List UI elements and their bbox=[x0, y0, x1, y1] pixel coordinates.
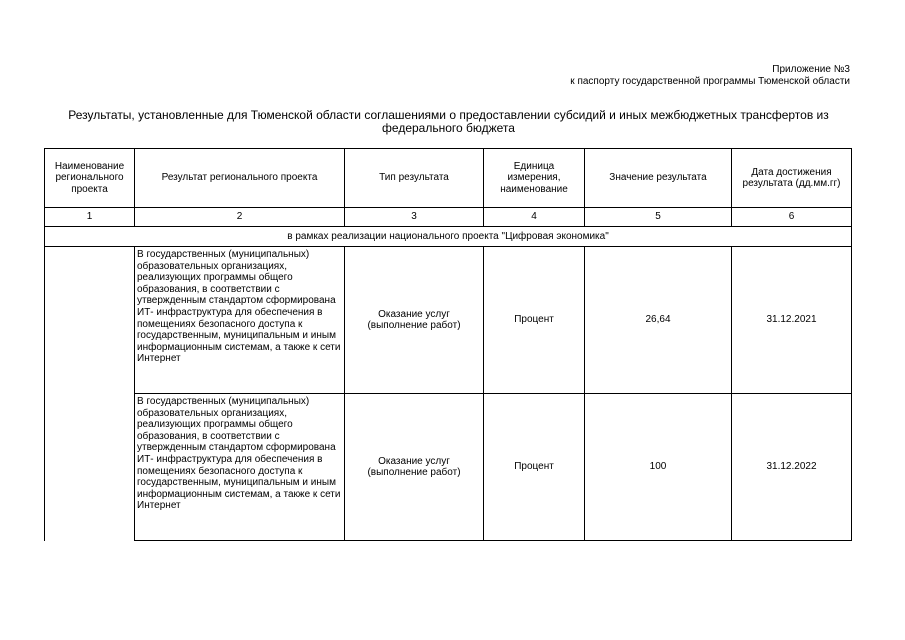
header-cell: Тип результата bbox=[345, 149, 484, 208]
table-row bbox=[45, 247, 852, 394]
appendix-line-2: к паспорту государственной программы Тюменской области bbox=[570, 76, 850, 87]
header-cell: Наименование регионального проекта bbox=[45, 149, 135, 208]
document-title: Результаты, установленные для Тюменской области соглашениями о предоставлении субсидий и иных межбюджетных трансфертов из федерального бюджета bbox=[68, 108, 829, 135]
value-cell: 100 bbox=[585, 394, 732, 541]
date-cell: 31.12.2021 bbox=[732, 247, 852, 394]
type-cell: Оказание услуг (выполнение работ) bbox=[345, 247, 484, 394]
column-number: 4 bbox=[484, 208, 585, 227]
column-number: 3 bbox=[345, 208, 484, 227]
table-row bbox=[45, 394, 852, 541]
result-cell: В государственных (муниципальных) образовательных организациях, реализующих программы общего образования, в соответствии с утвержденным стандартом сформирована ИТ- инфраструктура для обеспечения в помещениях безопасного доступа к государственным, муниципальным и иным информационным системам, а также к сети Интернет bbox=[135, 394, 345, 541]
project-cell bbox=[45, 394, 135, 541]
appendix-line-1: Приложение №3 bbox=[772, 64, 850, 75]
header-cell: Результат регионального проекта bbox=[135, 149, 345, 208]
section-label: в рамках реализации национального проекта "Цифровая экономика" bbox=[45, 227, 852, 247]
column-number-row bbox=[45, 208, 852, 227]
value-cell: 26,64 bbox=[585, 247, 732, 394]
column-number: 2 bbox=[135, 208, 345, 227]
date-cell: 31.12.2022 bbox=[732, 394, 852, 541]
header-cell: Дата достижения результата (дд.мм.гг) bbox=[732, 149, 852, 208]
appendix-note bbox=[570, 64, 850, 88]
project-cell bbox=[45, 247, 135, 394]
table-header-row bbox=[45, 149, 852, 208]
header-cell: Значение результата bbox=[585, 149, 732, 208]
type-cell: Оказание услуг (выполнение работ) bbox=[345, 394, 484, 541]
result-cell: В государственных (муниципальных) образовательных организациях, реализующих программы общего образования, в соответствии с утвержденным стандартом сформирована ИТ- инфраструктура для обеспечения в помещениях безопасного доступа к государственным, муниципальным и иным информационным системам, а также к сети Интернет bbox=[135, 247, 345, 394]
unit-cell: Процент bbox=[484, 247, 585, 394]
header-cell: Единица измерения, наименование bbox=[484, 149, 585, 208]
section-row bbox=[45, 227, 852, 247]
column-number: 1 bbox=[45, 208, 135, 227]
column-number: 6 bbox=[732, 208, 852, 227]
column-number: 5 bbox=[585, 208, 732, 227]
results-table bbox=[44, 148, 852, 541]
unit-cell: Процент bbox=[484, 394, 585, 541]
